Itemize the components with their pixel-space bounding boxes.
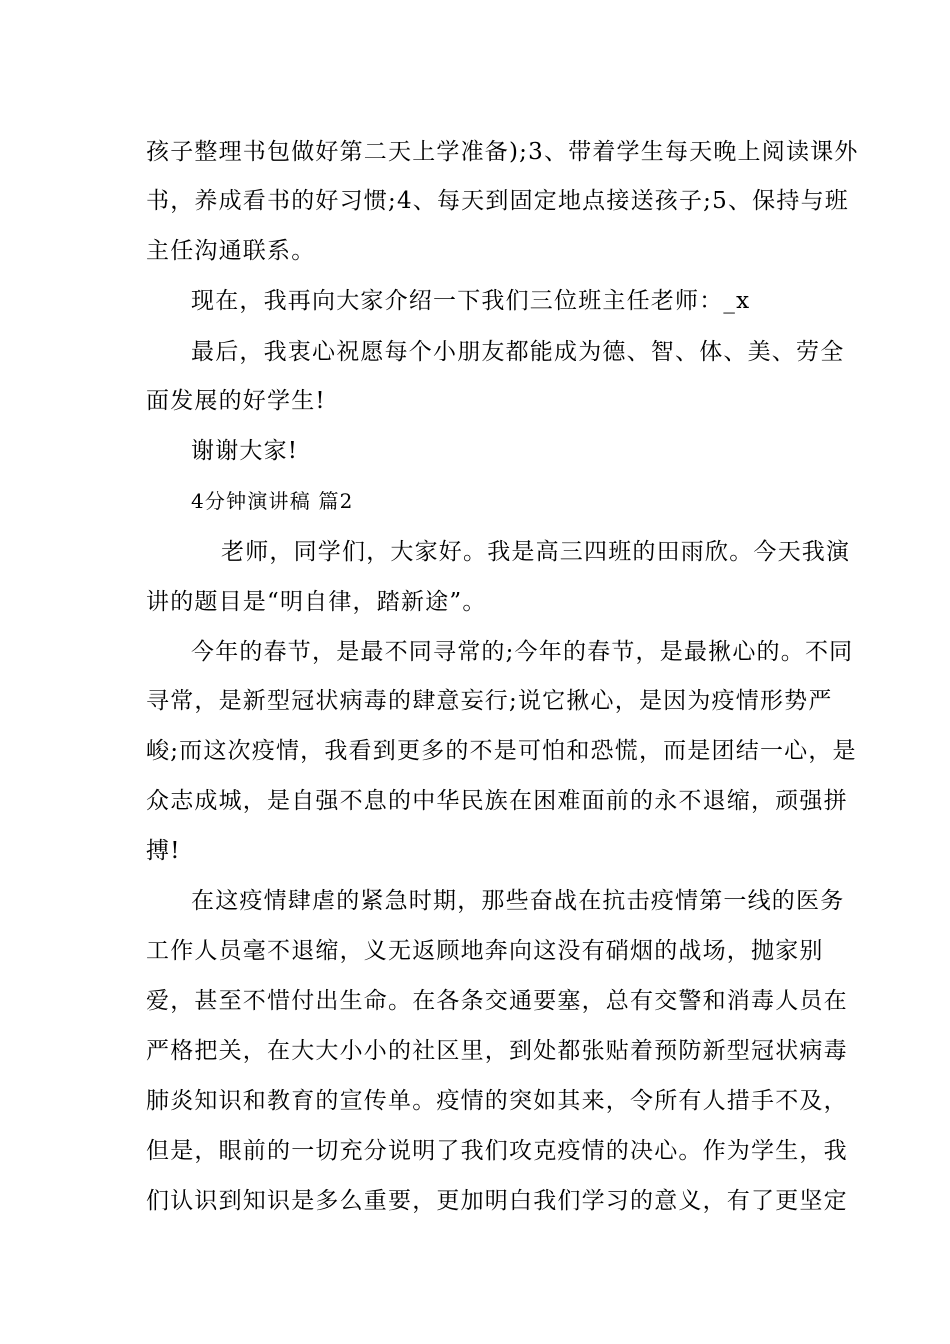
text-line: 孩子整理书包做好第二天上学准备);3、带着学生每天晚上阅读课外 (146, 139, 859, 165)
text-line: 但是，眼前的一切充分说明了我们攻克疫情的决心。作为学生，我 (146, 1138, 848, 1164)
section-heading: 4分钟演讲稿 篇2 (191, 489, 354, 513)
text-line: 工作人员毫不退缩，义无返顾地奔向这没有硝烟的战场，抛家别 (146, 938, 824, 964)
text-line: 最后，我衷心祝愿每个小朋友都能成为德、智、体、美、劳全 (191, 339, 845, 365)
text-line: 今年的春节，是最不同寻常的;今年的春节，是最揪心的。不同 (191, 639, 854, 665)
text-line: 搏! (146, 838, 181, 864)
text-line: 现在，我再向大家介绍一下我们三位班主任老师：_x (191, 288, 751, 314)
text-line: 峻;而这次疫情，我看到更多的不是可怕和恐慌，而是团结一心，是 (146, 738, 857, 764)
text-line: 书，养成看书的好习惯;4、每天到固定地点接送孩子;5、保持与班 (146, 188, 849, 214)
text-line: 爱，甚至不惜付出生命。在各条交通要塞，总有交警和消毒人员在 (146, 988, 848, 1014)
text-line: 严格把关，在大大小小的社区里，到处都张贴着预防新型冠状病毒 (146, 1038, 848, 1064)
text-line: 们认识到知识是多么重要，更加明白我们学习的意义，有了更坚定 (146, 1188, 848, 1214)
text-line: 面发展的好学生! (146, 388, 326, 414)
text-line: 主任沟通联系。 (146, 238, 316, 264)
text-line: 肺炎知识和教育的宣传单。疫情的突如其来，令所有人措手不及， (146, 1088, 848, 1114)
text-line: 寻常，是新型冠状病毒的肆意妄行;说它揪心，是因为疫情形势严 (146, 688, 833, 714)
text-line: 老师，同学们，大家好。我是高三四班的田雨欣。今天我演 (221, 539, 851, 565)
text-line: 在这疫情肆虐的紧急时期，那些奋战在抗击疫情第一线的医务 (191, 888, 845, 914)
text-line: 谢谢大家! (191, 438, 299, 464)
text-line: 讲的题目是“明自律，踏新途”。 (146, 589, 487, 615)
text-line: 众志成城，是自强不息的中华民族在困难面前的永不退缩，顽强拼 (146, 788, 848, 814)
